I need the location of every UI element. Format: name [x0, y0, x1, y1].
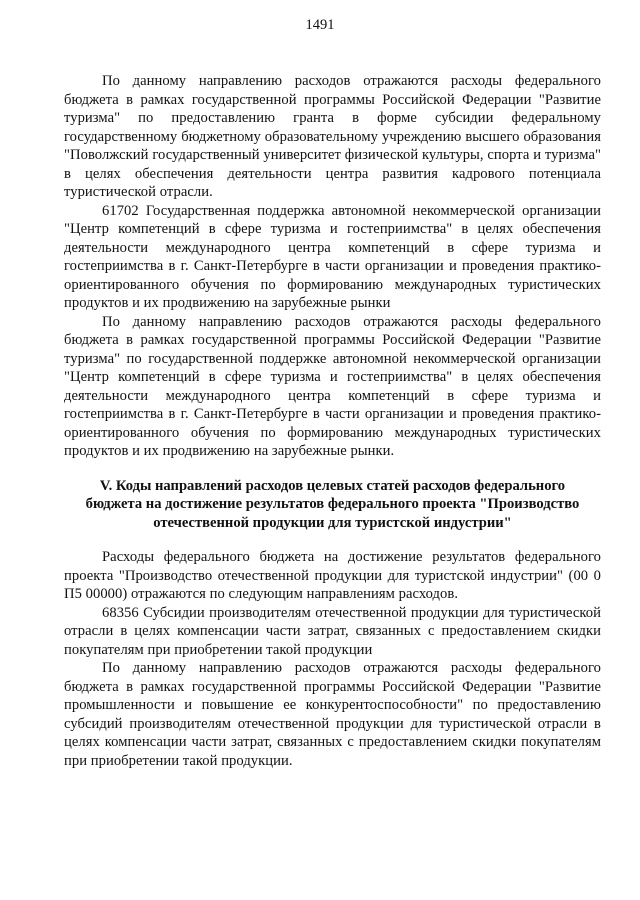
paragraph-direction-description-university: По данному направлению расходов отражаются расходы федерального бюджета в рамках государственной программы Российской Федерации "Развитие туризма" по предоставлению гранта в форме субсидии федеральному государственному бюджетному образовательному учреждению высшего образования "Поволжский государственный университет физической культуры, спорта и туризма" в целях обеспечения деятельности центра развития кадрового потенциала туристической отрасли. — [64, 73, 601, 200]
page-number: 1491 — [305, 17, 335, 33]
page-body — [64, 72, 601, 770]
section-heading — [64, 477, 601, 533]
paragraph-code-68356: 68356 Субсидии производителям отечественной продукции для туристической отрасли в целях компенсации части затрат, связанных с предоставлением скидки покупателям при приобретении такой продукции — [64, 604, 601, 658]
paragraph-direction-description-industry: По данному направлению расходов отражаются расходы федерального бюджета в рамках государственной программы Российской Федерации "Развитие промышленности и повышение ее конкурентоспособности" по предоставлению субсидий производителям отечественной продукции для туристической отрасли в целях компенсации части затрат, связанных с предоставлением скидки покупателям при приобретении такой продукции. — [64, 660, 601, 769]
paragraph-code-61702: 61702 Государственная поддержка автономной некоммерческой организации "Центр компетенций в сфере туризма и гостеприимства" в целях обеспечения деятельности международного центра компетенций в сфере туризма и гостеприимства в г. Санкт-Петербурге в части организации и проведения практико-ориентированного обучения по формированию международных туристических продуктов и их продвижению на зарубежные рынки — [64, 202, 601, 311]
section-heading-line-1: V. Коды направлений расходов целевых статей расходов федерального — [99, 477, 566, 494]
paragraph-direction-description-competence-center: По данному направлению расходов отражаются расходы федерального бюджета в рамках государственной программы Российской Федерации "Развитие туризма" по государственной поддержке автономной некоммерческой организации "Центр компетенций в сфере туризма и гостеприимства" в целях обеспечения деятельности международного центра компетенций в сфере туризма и гостеприимства в г. Санкт-Петербурге в части организации и проведения практико-ориентированного обучения по формированию международных туристических продуктов и их продвижению на зарубежные рынки. — [64, 313, 601, 459]
paragraph-project-expenses-intro: Расходы федерального бюджета на достижение результатов федерального проекта "Производство отечественной продукции для туристской индустрии" (00 0 П5 00000) отражаются по следующим направлениям расходов. — [64, 549, 601, 602]
section-heading-line-2: бюджета на достижение результатов федерального проекта "Производство — [85, 496, 580, 512]
section-heading-line-3: отечественной продукции для туристской индустрии" — [153, 514, 512, 531]
